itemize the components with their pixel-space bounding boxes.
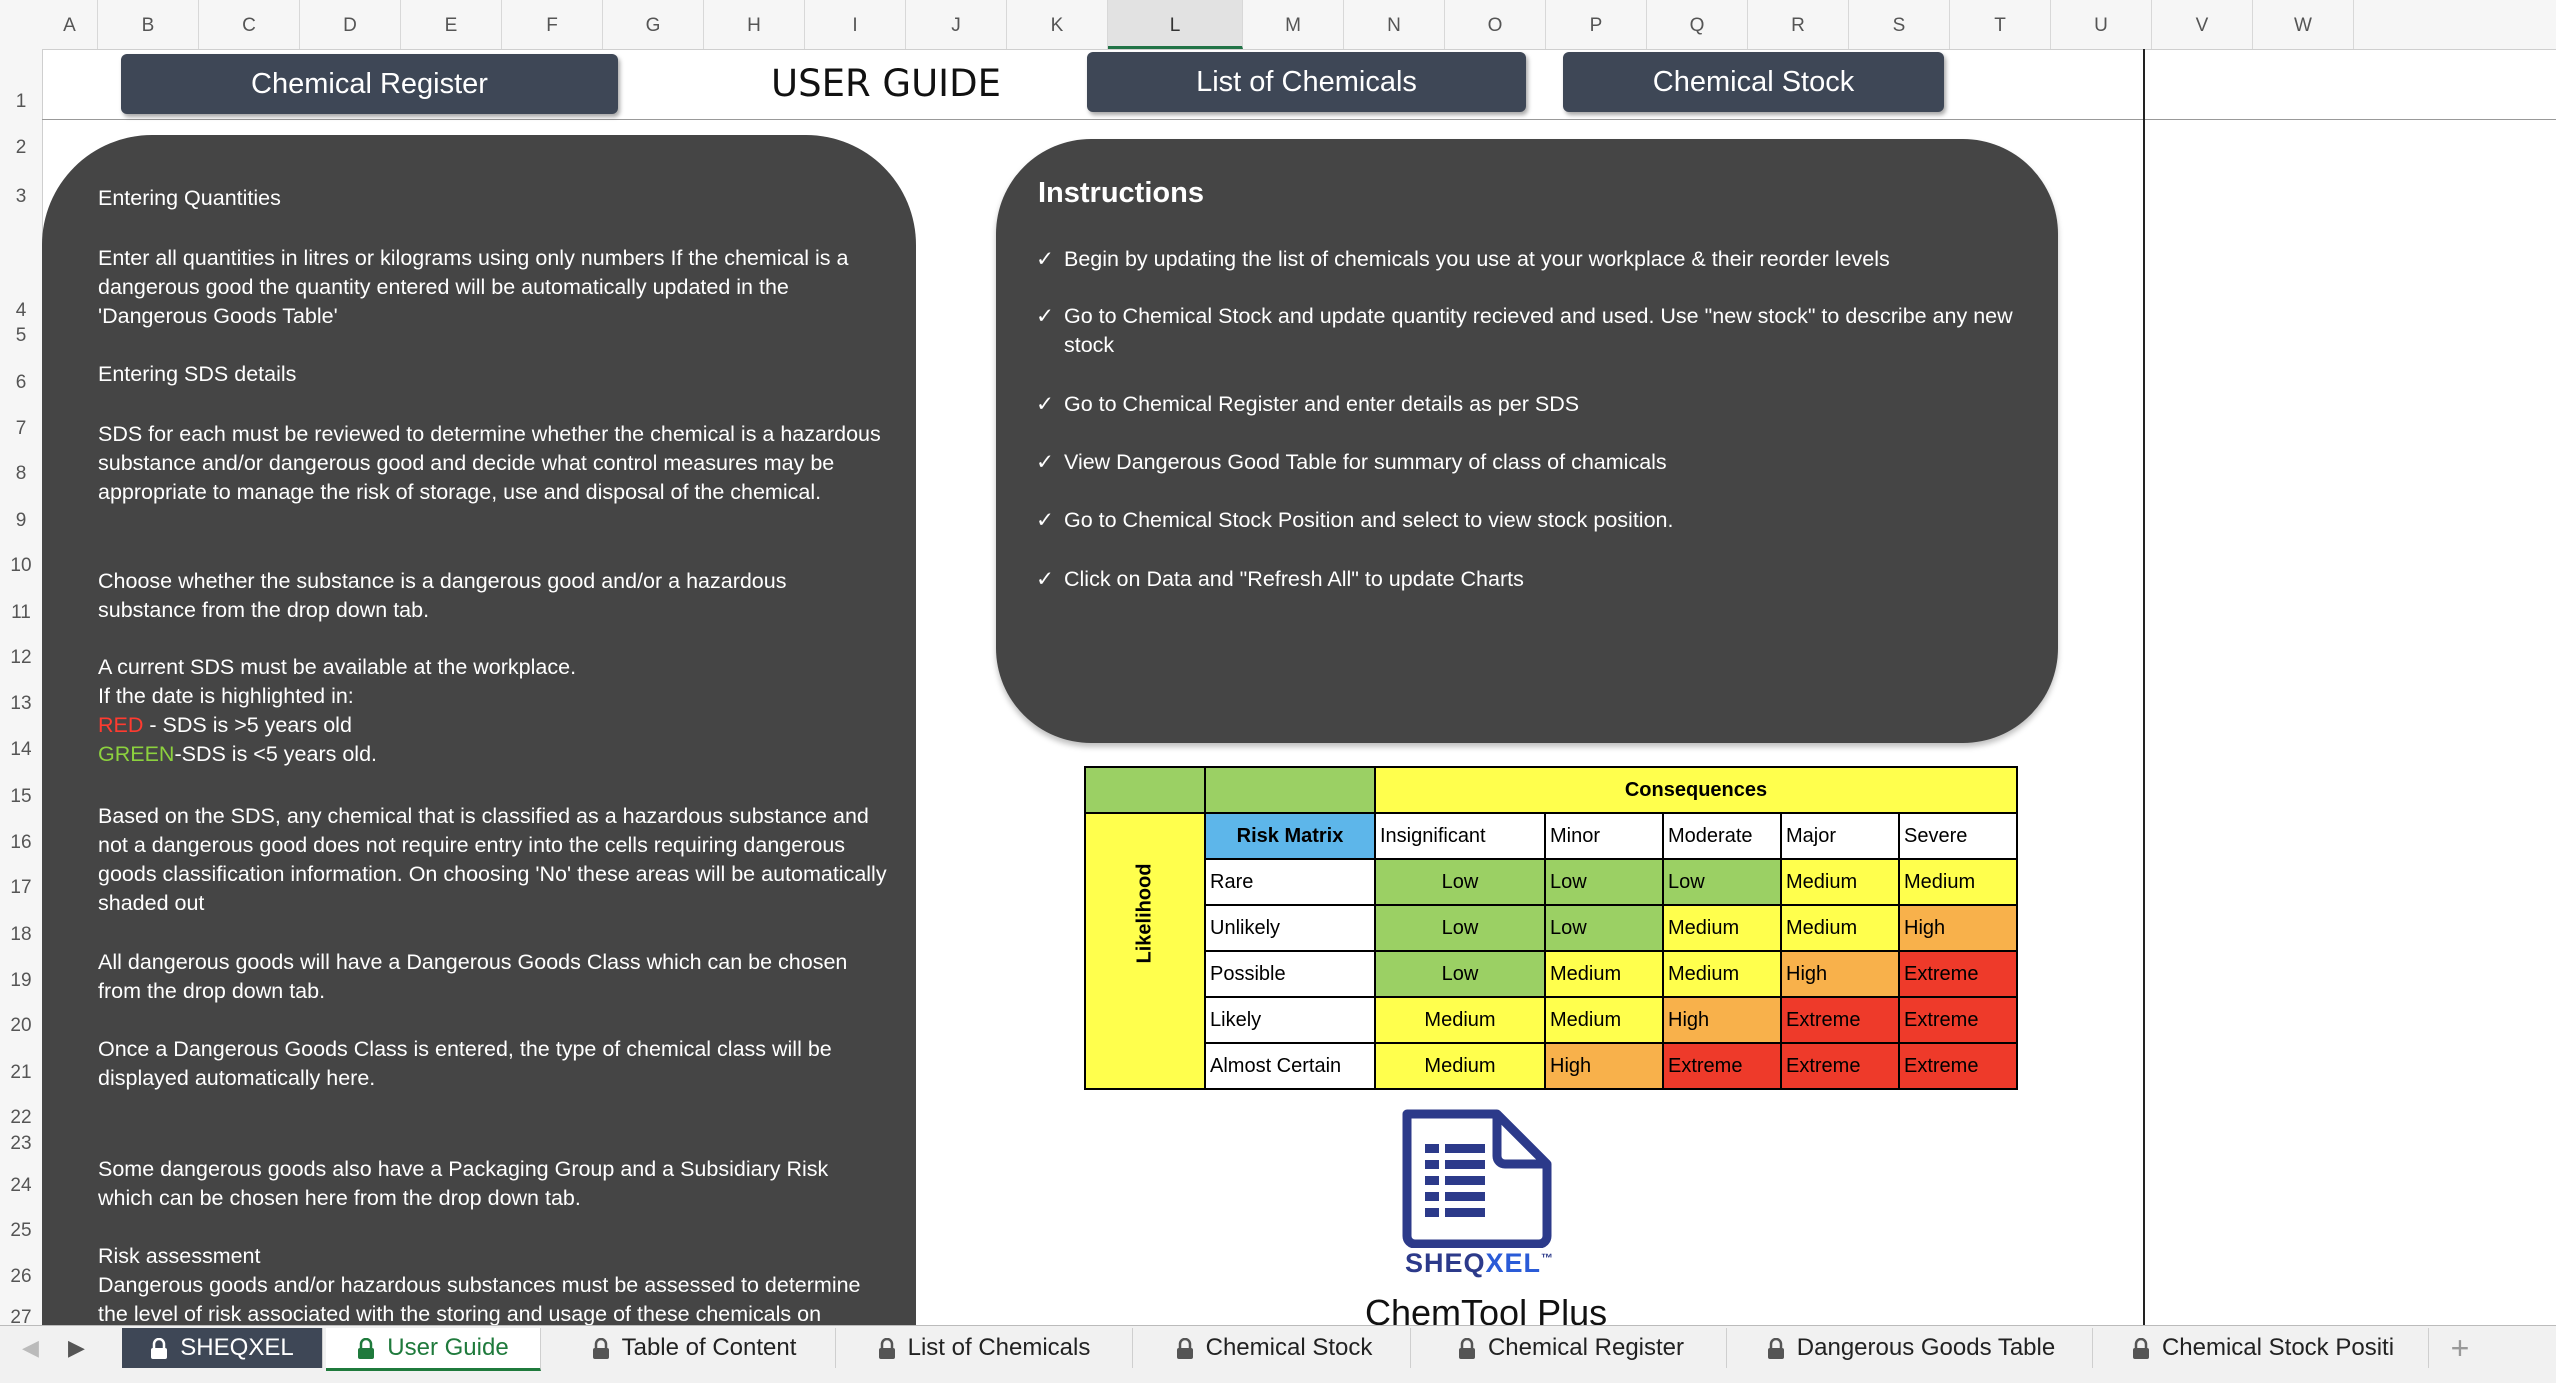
risk-level-cell: Extreme <box>1781 1043 1899 1089</box>
row-header-27[interactable]: 27 <box>10 1307 32 1325</box>
sheet-tab-label: Chemical Stock <box>1205 1334 1373 1361</box>
matrix-corner-cell <box>1205 767 1375 813</box>
page-title: USER GUIDE <box>771 62 1001 105</box>
sheet-tab-list-of-chemicals[interactable] <box>836 1328 1133 1368</box>
row-header-12[interactable]: 12 <box>10 647 32 668</box>
list-of-chemicals-button[interactable]: List of Chemicals <box>1087 52 1526 112</box>
likelihood-row-label: Almost Certain <box>1205 1043 1375 1089</box>
row-header-22[interactable]: 22 <box>10 1107 32 1128</box>
row-header-10[interactable]: 10 <box>10 555 32 576</box>
packaging-group-text: Some dangerous goods also have a Packaging Group and a Subsidiary Risk which can be chosen here from the drop down tab. <box>98 1157 829 1210</box>
risk-level-cell: Medium <box>1899 859 2017 905</box>
scroll-tabs-left-icon[interactable]: ◀ <box>22 1335 39 1360</box>
row-header-23[interactable]: 23 <box>10 1133 32 1154</box>
class-display-text: Once a Dangerous Goods Class is entered, the type of chemical class will be displayed automatically here. <box>98 1037 832 1090</box>
checkmark-icon: ✓ <box>1036 508 1055 532</box>
risk-level-cell: Extreme <box>1663 1043 1781 1089</box>
risk-level-cell: Extreme <box>1781 997 1899 1043</box>
row-header-1[interactable]: 1 <box>15 91 27 112</box>
likelihood-row-label: Possible <box>1205 951 1375 997</box>
column-header-r[interactable]: R <box>1748 0 1849 49</box>
consequence-header-cell: Minor <box>1545 813 1663 859</box>
row-header-26[interactable]: 26 <box>10 1266 32 1287</box>
risk-level-cell: High <box>1545 1043 1663 1089</box>
checkmark-icon: ✓ <box>1036 567 1055 591</box>
consequence-header-cell: Insignificant <box>1375 813 1545 859</box>
instruction-item: ✓ View Dangerous Good Table for summary of class of chamicals <box>1036 448 2016 477</box>
risk-level-cell: High <box>1781 951 1899 997</box>
column-header-p[interactable]: P <box>1546 0 1647 49</box>
risk-level-cell: Medium <box>1375 997 1545 1043</box>
chemical-stock-button[interactable]: Chemical Stock <box>1563 52 1944 112</box>
risk-level-cell: Medium <box>1545 997 1663 1043</box>
row-header-6[interactable]: 6 <box>15 372 27 393</box>
sheet-tab-label: User Guide <box>387 1334 509 1361</box>
risk-level-cell: High <box>1663 997 1781 1043</box>
consequence-header-cell: Moderate <box>1663 813 1781 859</box>
instruction-item: ✓ Go to Chemical Register and enter details as per SDS <box>1036 390 2016 419</box>
column-header-o[interactable]: O <box>1445 0 1546 49</box>
column-header-n[interactable]: N <box>1344 0 1445 49</box>
column-header-h[interactable]: H <box>704 0 805 49</box>
row-header-24[interactable]: 24 <box>10 1175 32 1196</box>
row-header-bar <box>0 49 43 1325</box>
risk-assessment-text: Dangerous goods and/or hazardous substances must be assessed to determine the level of risk associated with the storing and usage of these chemicals on <box>98 1273 861 1325</box>
consequence-header-cell: Severe <box>1899 813 2017 859</box>
risk-assessment-heading: Risk assessment <box>98 1244 261 1268</box>
checkmark-icon: ✓ <box>1036 450 1055 474</box>
risk-level-cell: Low <box>1663 859 1781 905</box>
row-header-8[interactable]: 8 <box>15 463 27 484</box>
risk-level-cell: Low <box>1375 951 1545 997</box>
sheet-tab-label: List of Chemicals <box>907 1334 1091 1361</box>
risk-level-cell: Extreme <box>1899 1043 2017 1089</box>
row-divider <box>42 119 2556 120</box>
lock-icon <box>150 1338 168 1360</box>
column-header-j[interactable]: J <box>906 0 1007 49</box>
column-header-b[interactable]: B <box>98 0 199 49</box>
likelihood-row-label: Likely <box>1205 997 1375 1043</box>
column-header-v[interactable]: V <box>2152 0 2253 49</box>
chemical-register-button[interactable]: Chemical Register <box>121 54 618 114</box>
risk-matrix-label: Risk Matrix <box>1205 813 1375 859</box>
entering-quantities-heading: Entering Quantities <box>98 186 281 210</box>
entering-sds-heading: Entering SDS details <box>98 362 297 386</box>
column-header-g[interactable]: G <box>603 0 704 49</box>
sheet-tab-dangerous-goods-table[interactable] <box>1730 1328 2093 1368</box>
hazardous-substance-text: Based on the SDS, any chemical that is classified as a hazardous substance and not a dangerous good does not require entry into the cells requiring dangerous goods classification information. On choosing 'No' these areas will be automatically shaded out <box>98 804 887 915</box>
risk-level-cell: Medium <box>1781 859 1899 905</box>
row-header-15[interactable]: 15 <box>10 786 32 807</box>
risk-level-cell: High <box>1899 905 2017 951</box>
sheet-tab-label: Chemical Stock Positi <box>2161 1334 2395 1361</box>
lock-icon <box>878 1338 896 1360</box>
sheet-tab-chemical-register[interactable] <box>1416 1328 1727 1368</box>
column-header-a[interactable]: A <box>42 0 98 49</box>
row-header-13[interactable]: 13 <box>10 693 32 714</box>
row-header-7[interactable]: 7 <box>15 418 27 439</box>
risk-level-cell: Low <box>1375 905 1545 951</box>
row-header-19[interactable]: 19 <box>10 970 32 991</box>
row-header-21[interactable]: 21 <box>10 1062 32 1083</box>
column-header-f[interactable]: F <box>502 0 603 49</box>
row-header-5[interactable]: 5 <box>15 325 27 346</box>
select-all-corner[interactable] <box>0 0 43 50</box>
sheqxel-brand-text: SHEQXEL™ <box>1405 1248 1555 1278</box>
lock-icon <box>592 1338 610 1360</box>
risk-level-cell: Medium <box>1781 905 1899 951</box>
sheet-tab-label: Dangerous Goods Table <box>1796 1334 2056 1361</box>
user-guide-notes-panel[interactable] <box>42 135 916 1325</box>
column-header-bar <box>42 0 2556 50</box>
column-border-line <box>2143 49 2145 1325</box>
column-header-i[interactable]: I <box>805 0 906 49</box>
row-header-4[interactable]: 4 <box>15 300 27 321</box>
sheet-tab-label: SHEQXEL <box>180 1334 294 1361</box>
lock-icon <box>1458 1338 1476 1360</box>
sheet-tab-bar <box>0 1325 2556 1383</box>
risk-level-cell: Low <box>1545 905 1663 951</box>
likelihood-row-label: Rare <box>1205 859 1375 905</box>
column-header-u[interactable]: U <box>2051 0 2152 49</box>
column-header-q[interactable]: Q <box>1647 0 1748 49</box>
current-sds-text: A current SDS must be available at the workplace. If the date is highlighted in: RED - SDS is >5 years old GREEN-SDS is <5 years old. <box>98 655 577 766</box>
likelihood-row-label: Unlikely <box>1205 905 1375 951</box>
risk-level-cell: Extreme <box>1899 997 2017 1043</box>
row-header-20[interactable]: 20 <box>10 1015 32 1036</box>
likelihood-label: Likelihood <box>1085 813 1205 1089</box>
column-header-m[interactable]: M <box>1243 0 1344 49</box>
checkmark-icon: ✓ <box>1036 247 1055 271</box>
instruction-item: ✓ Go to Chemical Stock and update quantity recieved and used. Use "new stock" to describe any new stock <box>1036 304 2013 357</box>
checkmark-icon: ✓ <box>1036 304 1055 328</box>
column-header-e[interactable]: E <box>401 0 502 49</box>
dangerous-goods-class-text: All dangerous goods will have a Dangerous Goods Class which can be chosen from the drop down tab. <box>98 950 848 1003</box>
sheet-tab-user-guide[interactable] <box>326 1328 541 1371</box>
lock-icon <box>1176 1338 1194 1360</box>
consequences-header: Consequences <box>1375 767 2017 813</box>
sds-review-text: SDS for each must be reviewed to determine whether the chemical is a hazardous substance and/or dangerous good and decide what control measures may be appropriate to manage the risk of storage, use and disposal of the chemical. <box>98 422 881 504</box>
column-header-d[interactable]: D <box>300 0 401 49</box>
risk-level-cell: Medium <box>1663 905 1781 951</box>
instruction-item: ✓ Begin by updating the list of chemicals you use at your workplace & their reorder levels <box>1036 245 2016 274</box>
column-header-t[interactable]: T <box>1950 0 2051 49</box>
row-header-25[interactable]: 25 <box>10 1220 32 1241</box>
risk-level-cell: Extreme <box>1899 951 2017 997</box>
risk-matrix-table <box>1084 766 2018 1090</box>
sheet-tab-label: Chemical Register <box>1487 1334 1685 1361</box>
checkmark-icon: ✓ <box>1036 392 1055 416</box>
scroll-tabs-right-icon[interactable]: ▶ <box>68 1335 85 1360</box>
sheet-tab-label: Table of Content <box>621 1334 797 1361</box>
document-logo-icon <box>1395 1108 1565 1248</box>
row-header-11[interactable]: 11 <box>11 602 31 623</box>
add-sheet-button[interactable]: + <box>2450 1330 2470 1366</box>
risk-level-cell: Low <box>1375 859 1545 905</box>
instruction-item: ✓ Click on Data and "Refresh All" to update Charts <box>1036 565 2016 594</box>
row-header-17[interactable]: 17 <box>10 877 32 898</box>
risk-level-cell: Low <box>1545 859 1663 905</box>
column-header-k[interactable]: K <box>1007 0 1108 49</box>
chemtool-plus-text: ChemTool Plus <box>1365 1292 1608 1325</box>
instructions-heading: Instructions <box>1038 177 1204 209</box>
lock-icon <box>357 1338 375 1360</box>
row-header-18[interactable]: 18 <box>10 924 32 945</box>
consequence-header-cell: Major <box>1781 813 1899 859</box>
lock-icon <box>2132 1338 2150 1360</box>
row-header-3[interactable]: 3 <box>15 186 27 207</box>
sheet-tab-table-of-content[interactable] <box>553 1328 836 1368</box>
instructions-panel[interactable] <box>996 139 2058 743</box>
column-header-c[interactable]: C <box>199 0 300 49</box>
risk-level-cell: Medium <box>1375 1043 1545 1089</box>
row-header-9[interactable]: 9 <box>15 510 27 531</box>
column-header-w[interactable]: W <box>2253 0 2354 49</box>
column-header-l[interactable]: L <box>1108 0 1243 49</box>
sheet-tab-chemical-stock-positi[interactable] <box>2098 1328 2429 1368</box>
risk-level-cell: Medium <box>1545 951 1663 997</box>
dangerous-good-choice-text: Choose whether the substance is a dangerous good and/or a hazardous substance from the drop down tab. <box>98 569 787 622</box>
sheet-tab-sheqxel[interactable] <box>122 1328 323 1368</box>
risk-level-cell: Medium <box>1663 951 1781 997</box>
column-header-s[interactable]: S <box>1849 0 1950 49</box>
row-header-16[interactable]: 16 <box>10 832 32 853</box>
entering-quantities-text: Enter all quantities in litres or kilograms using only numbers If the chemical is a dangerous good the quantity entered will be automatically updated in the 'Dangerous Goods Table' <box>98 246 849 328</box>
row-header-14[interactable]: 14 <box>10 739 32 760</box>
sheet-tab-chemical-stock[interactable] <box>1138 1328 1411 1368</box>
lock-icon <box>1767 1338 1785 1360</box>
instruction-item: ✓ Go to Chemical Stock Position and select to view stock position. <box>1036 506 2016 535</box>
matrix-corner-cell <box>1085 767 1205 813</box>
row-header-2[interactable]: 2 <box>15 137 27 158</box>
